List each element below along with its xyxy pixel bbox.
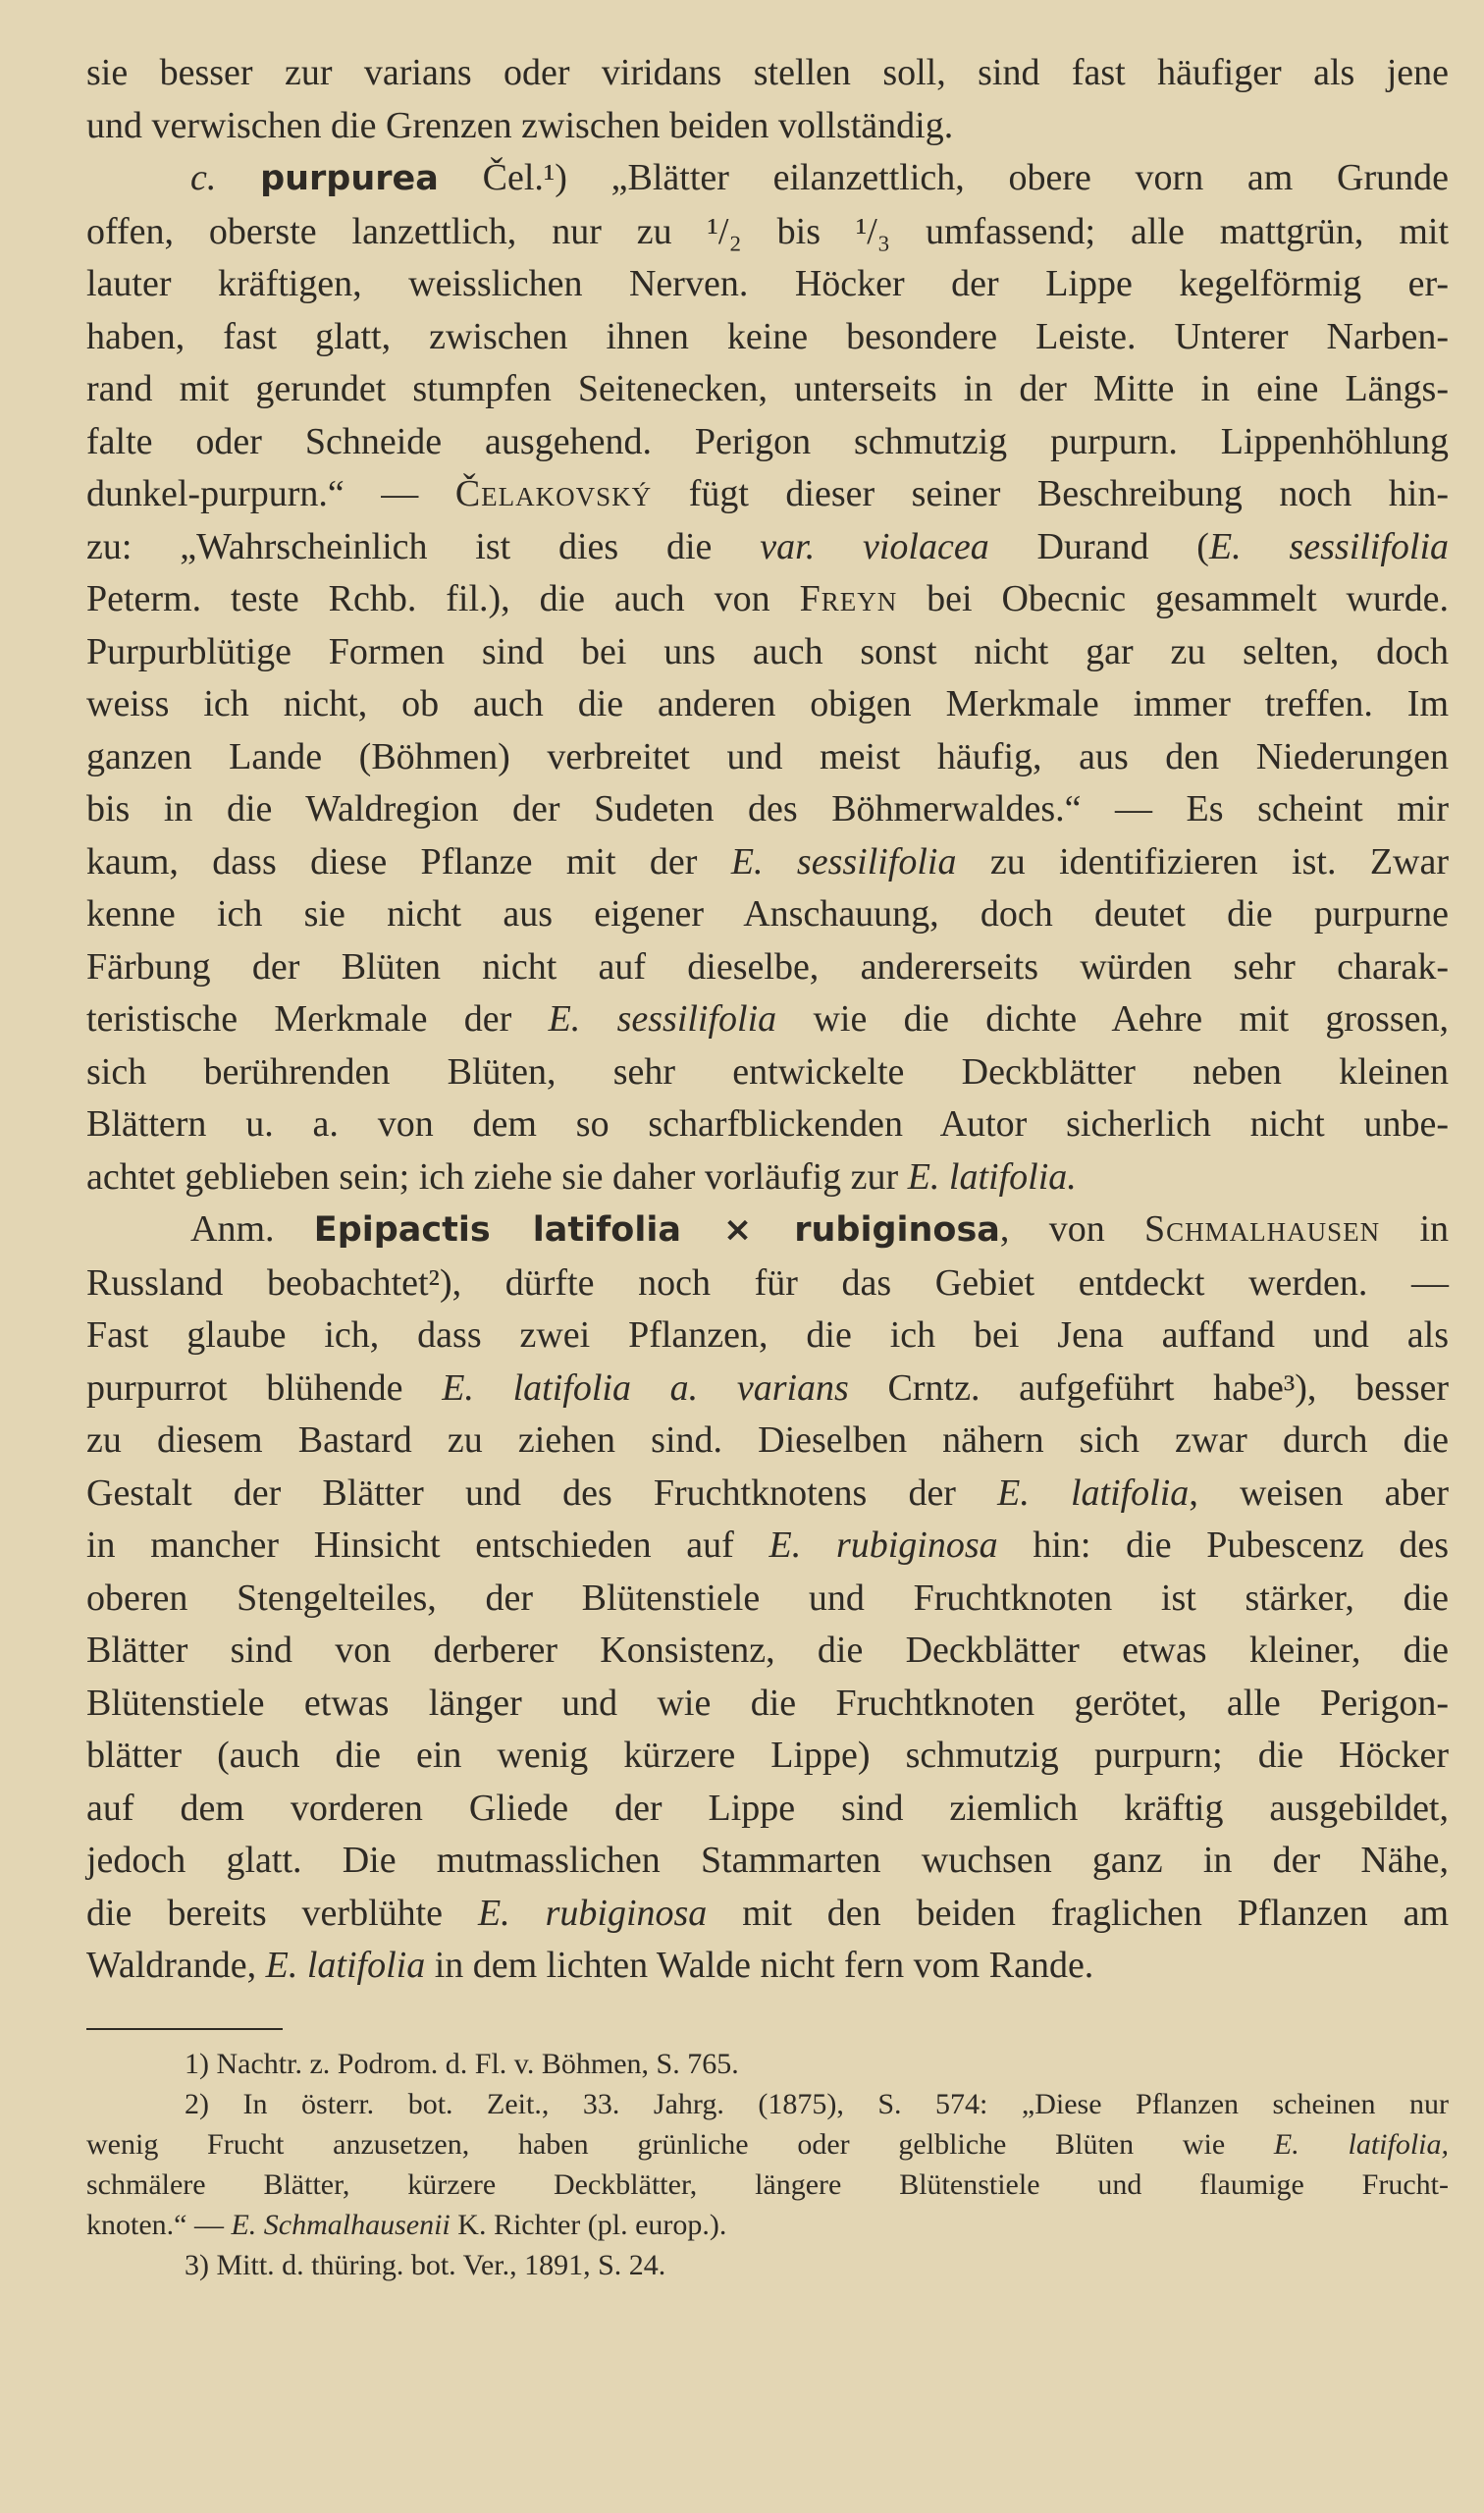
text-line: Blätter sind von derberer Konsistenz, die Deckblätter etwas kleiner, die — [86, 1630, 1449, 1671]
text-span: mit den beiden fraglichen Pflanzen am — [742, 1892, 1450, 1934]
text-line: auf dem vorderen Gliede der Lippe sind ziemlich kräftig ausgebildet, — [86, 1787, 1449, 1829]
text-span: zu: „Wahrscheinlich ist dies die — [86, 525, 713, 567]
footnote-3: 3) Mitt. d. thüring. bot. Ver., 1891, S. 24. — [185, 2249, 666, 2281]
text-line: oberen Stengelteiles, der Blütenstiele und Fruchtknoten ist stärker, die — [86, 1577, 1449, 1619]
text-line: ganzen Lande (Böhmen) verbreitet und meist häufig, aus den Niederungen — [86, 735, 1449, 777]
main-text — [86, 47, 1449, 1993]
text-line: lauter kräftigen, weisslichen Nerven. Höcker der Lippe kegelförmig er- — [86, 263, 1449, 304]
text-line: Fast glaube ich, dass zwei Pflanzen, die ich bei Jena auffand und als — [86, 1314, 1449, 1356]
text-line: Russland beobachtet²), dürfte noch für das Gebiet entdeckt werden. — — [86, 1261, 1449, 1304]
text-line: falte oder Schneide ausgehend. Perigon schmutzig purpurn. Lippenhöhlung — [86, 420, 1449, 462]
text-span: dunkel-purpurn.“ — — [86, 473, 419, 514]
text-line — [86, 993, 1449, 1046]
text-line — [86, 1203, 1449, 1257]
text-line — [86, 836, 1449, 889]
footnote-2: 2) In österr. bot. Zeit., 33. Jahrg. (1875), S. 574: „Diese Pflanzen scheinen nur — [185, 2088, 1449, 2120]
text-line — [86, 521, 1449, 574]
taxon-italic: E. latifolia a. varians — [442, 1366, 849, 1409]
taxon-italic: E. latifolia. — [907, 1155, 1077, 1198]
taxon-italic: E. sessilifolia — [730, 840, 957, 882]
text-span: wie die dichte Aehre mit grossen, — [813, 998, 1449, 1040]
taxon-italic: E. sessilifolia — [548, 998, 777, 1040]
taxon-italic: E. Schmalhausenii — [231, 2209, 450, 2241]
text-span: , weisen aber — [1189, 1471, 1449, 1514]
text-line: zu diesem Bastard zu ziehen sind. Dieselben nähern sich zwar durch die — [86, 1419, 1449, 1461]
text-line: sie besser zur varians oder viridans stellen soll, sind fast häufiger als jene — [86, 52, 1449, 93]
text-span: , von — [999, 1208, 1105, 1250]
text-span: Čel.¹) „Blätter eilanzettlich, obere vorn am Grunde — [482, 157, 1449, 198]
footnotes — [86, 2044, 1449, 2285]
text-span: purpurrot blühende — [86, 1366, 403, 1409]
author-name: Schmalhausen — [1144, 1208, 1381, 1250]
text-line: jedoch glatt. Die mutmasslichen Stammarten wuchsen ganz in der Nähe, — [86, 1840, 1449, 1881]
text-span: fügt dieser seiner Beschreibung noch hin- — [688, 473, 1450, 514]
hybrid-name: Epipactis latifolia × rubiginosa — [313, 1210, 1000, 1250]
text-span: kaum, dass diese Pflanze mit der — [86, 840, 698, 882]
author-name: Čelakovský — [454, 473, 653, 514]
text-line — [86, 1468, 1449, 1521]
text-span: Crntz. aufgeführt habe³), besser — [887, 1366, 1450, 1409]
text-line — [86, 573, 1449, 626]
text-span: Waldrande, — [86, 1945, 257, 1986]
text-span: Anm. — [190, 1208, 275, 1250]
text-line — [86, 468, 1449, 521]
text-line — [86, 1520, 1449, 1573]
taxon-italic: E. latifolia — [265, 1945, 426, 1986]
text-span: wenig Frucht anzusetzen, haben grünliche oder gelbliche Blüten wie — [86, 2128, 1226, 2161]
text-span: achtet geblieben sein; ich ziehe sie daher vorläufig zur — [86, 1155, 899, 1198]
footnote-2-line — [86, 2124, 1449, 2165]
footnote-2-line — [86, 2205, 1449, 2245]
text-line: Blütenstiele etwas länger und wie die Fruchtknoten gerötet, alle Perigon- — [86, 1682, 1449, 1724]
text-line: haben, fast glatt, zwischen ihnen keine besondere Leiste. Unterer Narben- — [86, 315, 1449, 357]
variety-letter: c. — [190, 157, 217, 198]
text-line — [86, 1151, 1449, 1204]
text-span: bei Obecnic gesammelt wurde. — [927, 578, 1450, 619]
taxon-italic: E. latifolia, — [1273, 2128, 1450, 2161]
text-span: in dem lichten Walde nicht fern vom Rande. — [434, 1945, 1094, 1986]
text-line: Purpurblütige Formen sind bei uns auch sonst nicht gar zu selten, doch — [86, 630, 1449, 672]
text-span: Durand ( — [1036, 525, 1209, 567]
text-line: und verwischen die Grenzen zwischen beiden vollständig. — [86, 104, 954, 146]
text-line: offen, oberste lanzettlich, nur zu ¹/₂ bis ¹/₃ umfassend; alle mattgrün, mit — [86, 210, 1449, 252]
text-span: Peterm. teste Rchb. fil.), die auch von — [86, 578, 770, 619]
text-line: sich berührenden Blüten, sehr entwickelte Deckblätter neben kleinen — [86, 1050, 1449, 1093]
footnote-2-line: schmälere Blätter, kürzere Deckblätter, längere Blütenstiele und flaumige Frucht- — [86, 2168, 1449, 2201]
text-line: Blättern u. a. von dem so scharfblickenden Autor sicherlich nicht unbe- — [86, 1103, 1449, 1145]
text-line: rand mit gerundet stumpfen Seitenecken, unterseits in der Mitte in eine Längs- — [86, 368, 1449, 409]
taxon-name: purpurea — [260, 159, 439, 198]
text-span: K. Richter (pl. europ.). — [457, 2209, 727, 2241]
text-span: teristische Merkmale der — [86, 998, 512, 1040]
text-line: kenne ich sie nicht aus eigener Anschauung, doch deutet die purpurne — [86, 893, 1449, 935]
text-span: die bereits verblühte — [86, 1892, 444, 1934]
text-span: zu identifizieren ist. Zwar — [989, 840, 1449, 882]
text-span: in — [1419, 1208, 1450, 1250]
taxon-italic: E. rubiginosa — [477, 1892, 708, 1934]
text-span: Gestalt der Blätter und des Fruchtknotens der — [86, 1471, 956, 1514]
text-span: hin: die Pubescenz des — [1033, 1524, 1450, 1566]
text-line — [86, 152, 1449, 206]
taxon-italic: E. rubiginosa — [768, 1524, 998, 1566]
text-line — [86, 1940, 1449, 1993]
text-line: Färbung der Blüten nicht auf dieselbe, andererseits würden sehr charak- — [86, 945, 1449, 988]
text-line: bis in die Waldregion der Sudeten des Böhmerwaldes.“ — Es scheint mir — [86, 788, 1449, 829]
text-line — [86, 1363, 1449, 1416]
footnote-rule — [86, 2028, 283, 2030]
text-span: in mancher Hinsicht entschieden auf — [86, 1524, 734, 1566]
text-line: weiss ich nicht, ob auch die anderen obigen Merkmale immer treffen. Im — [86, 683, 1449, 724]
taxon-italic: var. violacea — [760, 525, 989, 567]
footnote-1: 1) Nachtr. z. Podrom. d. Fl. v. Böhmen, S. 765. — [185, 2048, 739, 2080]
author-name: Freyn — [799, 578, 898, 619]
taxon-italic: E. latifolia — [997, 1471, 1190, 1514]
text-line — [86, 1888, 1449, 1941]
taxon-italic: E. sessilifolia — [1208, 525, 1450, 567]
text-line: blätter (auch die ein wenig kürzere Lippe) schmutzig purpurn; die Höcker — [86, 1735, 1449, 1776]
text-span: knoten.“ — — [86, 2209, 224, 2241]
